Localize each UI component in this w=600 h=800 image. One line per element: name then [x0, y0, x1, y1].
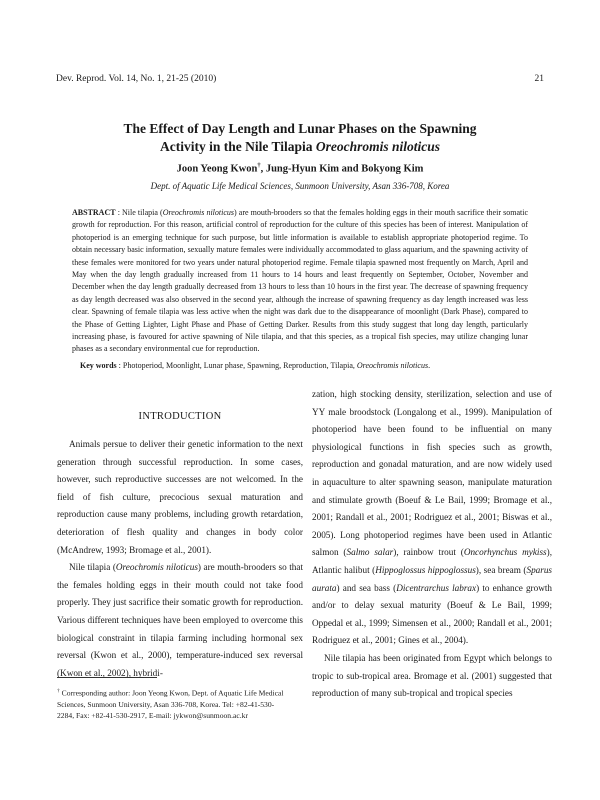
right-p1-b: ), rainbow trout (: [393, 547, 464, 558]
title-line-2-text: Activity in the Nile Tilapia: [159, 139, 316, 154]
footnote-text: Corresponding author: Joon Yeong Kwon, Dept. of Aquatic Life Medical Sciences, Sunmoon University, Asan 336-708, Korea. Tel: +82-41-530-2284, Fax: +82-41-530-2917, E-mail: jykwon@sunmoon.ac.kr: [57, 688, 284, 720]
intro-p2-a: Nile tilapia (: [69, 562, 116, 573]
title-species-name: Oreochromis niloticus: [315, 139, 441, 154]
other-authors: , Jung-Hyun Kim and Bokyong Kim: [260, 163, 424, 175]
species-salmo: Salmo salar: [346, 547, 394, 558]
keywords: [80, 360, 528, 372]
species-dicentrarchus: Dicentrarchus labrax: [396, 582, 477, 593]
abstract-label: ABSTRACT: [72, 208, 116, 217]
page-number: 21: [534, 74, 544, 84]
intro-paragraph-2: [57, 559, 303, 682]
footnote-mark: †: [57, 688, 60, 694]
abstract-species: Oreochromis niloticus: [162, 208, 234, 217]
species-oncorhynchus: Oncorhynchus mykiss: [463, 547, 547, 558]
keywords-end: .: [428, 361, 431, 370]
right-column: [312, 386, 552, 703]
corresponding-mark: †: [257, 162, 261, 169]
footnote-divider: [57, 677, 157, 678]
intro-paragraph-1: Animals persue to deliver their genetic information to the next generation through successful reproduction. In some cases, however, such reproductive successes are not welcomed. In the field of fish culture, precocious sexual maturation and reproduction cause many problems, including growth retardation, deterioration of flesh quality and changes in body color (McAndrew, 1993; Bromage et al., 2001).: [57, 439, 303, 555]
intro-p2-b: ) are mouth-brooders so that the females holding eggs in their mouth could not take food properly. They just sacrifice their somatic growth for reproduction. Various different techniques have been employed to overcome this biological constraint in tilapia farming including hormonal sex reversal (Kwon et al., 2000), temperature-induced sex reversal (Kwon et al., 2002), hybridi-: [57, 562, 303, 678]
right-p1-c: ), Atlantic halibut (: [312, 547, 552, 575]
title-line-1: The Effect of Day Length and Lunar Phases on the Spawning: [123, 121, 477, 136]
affiliation: Dept. of Aquatic Life Medical Sciences, Sunmoon University, Asan 336-708, Korea: [150, 181, 450, 191]
title-line-2: [50, 138, 550, 156]
right-p1-e: ) and sea bass (: [336, 582, 397, 593]
section-heading-introduction: INTRODUCTION: [138, 411, 222, 422]
abstract-text-2: ) are mouth-brooders so that the females holding eggs in their mouth sacrifice their somatic growth for reproduction. For this reason, artificial control of reproduction for the culture of this species has been of interest. Manipulation of photoperiod is an emerging technique for such purpose, but little information is available to establish appropriate photoperiod regime. To obtain necessary basic information, sexually mature females were individually accommodated to glass aquarium, and the spawning activity of these females were monitored for two years under natural photoperiod regime. Female tilapia spawned most frequently on March, April and May when the day length gradually increased from 11 hours to 14 hours and least frequently on September, October, November and December when the day length gradually decreased from 13 hours to less than 10 hours in the first year. The decrease of spawning frequency as day length decreased was also observed in the second year, although the increase of spawning frequency as day length increased was less clear. Spawning of female tilapia was less active when the night was dark due to the disappearance of moonlight (Dark Phase), compared to the Phase of Getting Lighter, Light Phase and Phase of Getting Darker. Results from this study suggest that long day length, particularly increasing phase, is favoured for active spawning of Nile tilapia, and that this species, as a tropical fish species, may utilize changing lunar phases as a secondary environmental cue for reproduction.: [72, 208, 528, 354]
abstract-text-1: : Nile tilapia (: [115, 208, 163, 217]
journal-citation: Dev. Reprod. Vol. 14, No. 1, 21-25 (2010): [56, 74, 217, 84]
paper-title: [50, 120, 550, 156]
author-list: [40, 162, 560, 175]
corresponding-author-footnote: [57, 686, 285, 721]
first-author: Joon Yeong Kwon: [176, 163, 258, 175]
abstract: [72, 207, 528, 356]
species-hippoglossus: Hippoglossus hippoglossus: [375, 564, 476, 575]
intro-p2-species: Oreochromis niloticus: [115, 562, 198, 573]
right-p1-d: ), sea bream (: [475, 564, 527, 575]
species-sparus: Sparus aurata: [312, 564, 552, 593]
keywords-species: Oreochromis niloticus: [356, 361, 429, 370]
right-p1-f: ) to enhance growth and/or to delay sexual maturity (Boeuf & Le Bail, 1999; Oppedal et al., 1999; Simensen et al., 2000; Randall et al., 2001; Rodriguez et al., 2001; Gines et al., 2004).: [312, 582, 552, 646]
running-head: [56, 74, 544, 84]
keywords-label: Key words: [80, 361, 117, 370]
right-paragraph-2: Nile tilapia has been originated from Egypt which belongs to tropic to sub-tropical area. Bromage et al. (2001) suggested that reproduction of many sub-tropical and tropical species: [312, 652, 552, 699]
right-paragraph-1: [312, 386, 552, 650]
left-column: [57, 410, 303, 682]
right-p1-a: zation, high stocking density, sterilization, selection and use of YY male broodstock (Longalong et al., 1999). Manipulation of photoperiod have been found to be influential on many physiological functions in fish species such as growth, reproduction and gonadal maturation, and are now widely used in aquaculture to alter spawning season, manipulate maturation and stimulate growth (Boeuf & Le Bail, 1999; Bromage et al., 2001; Randall et al., 2001; Rodriguez et al., 2001; Biswas et al., 2005). Long photoperiod regimes have been used in Atlantic salmon (: [312, 389, 552, 558]
keywords-text: : Photoperiod, Moonlight, Lunar phase, Spawning, Reproduction, Tilapia,: [116, 361, 357, 370]
